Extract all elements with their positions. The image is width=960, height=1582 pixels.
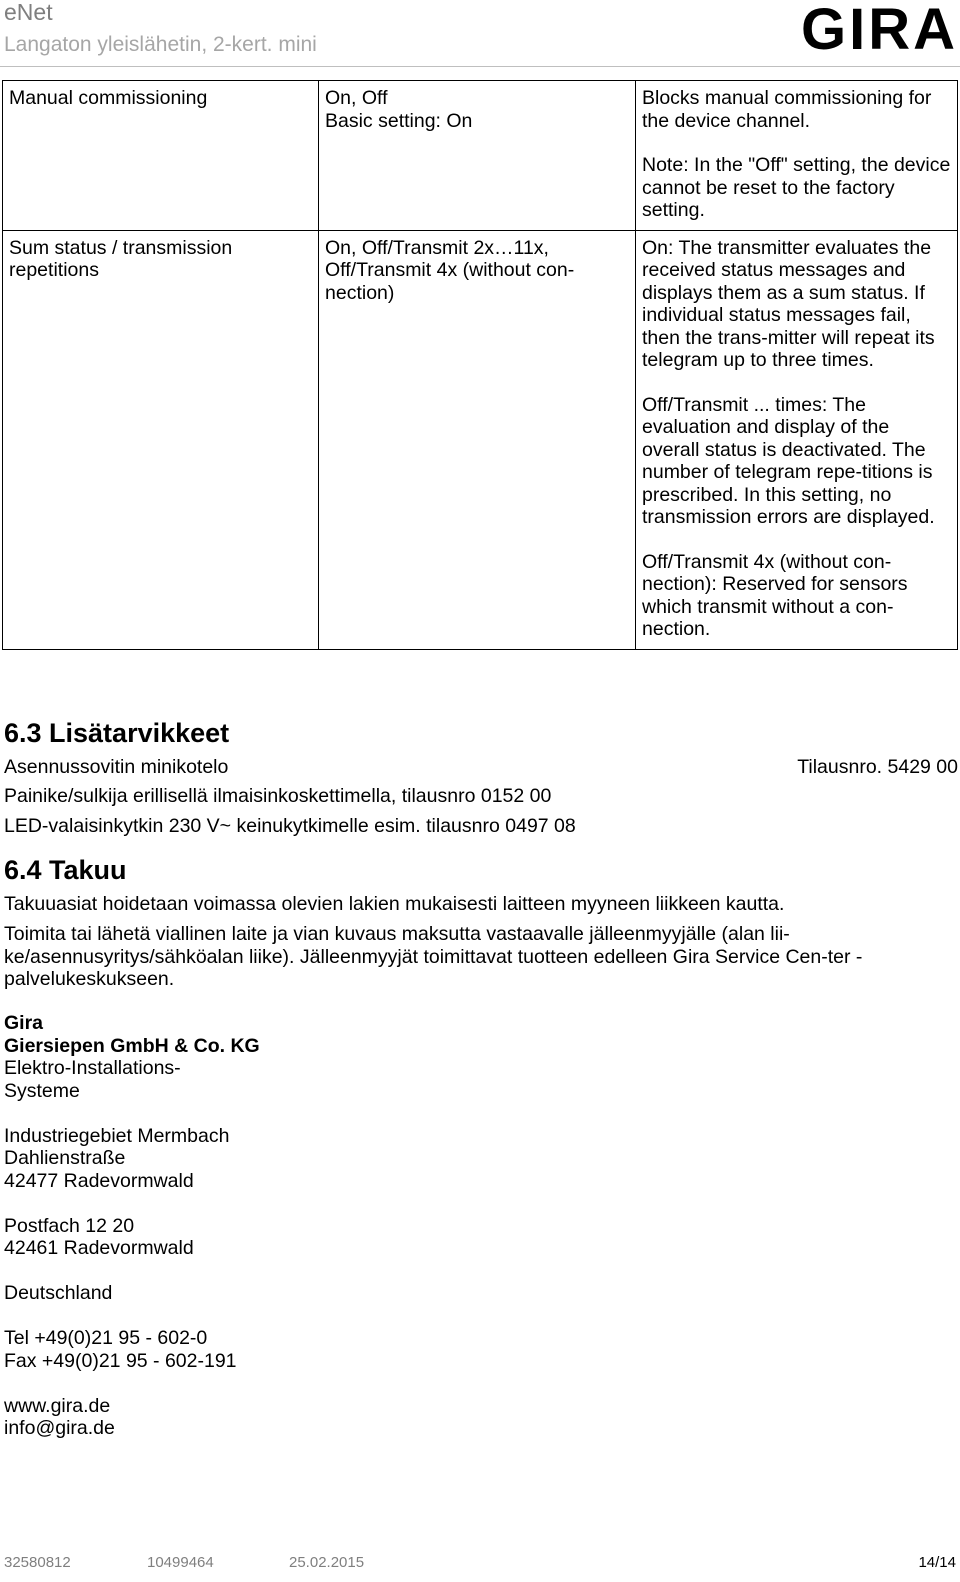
accessory-item: LED-valaisinkytkin 230 V~ keinukytkimelle esim. tilausnro 0497 08: [4, 815, 576, 837]
footer-doc-number: 32580812: [4, 1554, 71, 1571]
accessory-item: Asennussovitin minikotelo: [4, 756, 229, 778]
description-paragraph: On: The transmitter evaluates the received status messages and displays them as a sum status. If individual status messages fail, then the trans-mitter will repeat its telegram up to three times.: [642, 236, 935, 371]
param-description: [636, 81, 958, 231]
param-value: On, Off: [325, 87, 388, 109]
param-name: Sum status / transmission repetitions: [3, 230, 319, 649]
parameter-table: [2, 80, 958, 650]
accessory-order-number: Tilausnro. 5429 00: [797, 756, 958, 778]
warranty-paragraph: Toimita tai lähetä viallinen laite ja vian kuvaus maksutta vastaavalle jälleenmyyjälle (alan lii-ke/asennusyritys/sähköalan liike). Jälleenmyyjät toimittavat tuotteen edelleen Gira Service Cen-ter -palvelukeskukseen.: [4, 923, 863, 990]
gira-logo: GIRA: [801, 0, 958, 62]
accessory-item: Painike/sulkija erillisellä ilmaisinkoskettimella, tilausnro 0152 00: [4, 785, 552, 807]
company-division: Systeme: [4, 1079, 80, 1102]
country: Deutschland: [4, 1282, 113, 1304]
address-line: 42461 Radevormwald: [4, 1237, 194, 1259]
description-paragraph: Blocks manual commissioning for the device channel.: [642, 87, 932, 132]
warranty-paragraph: Takuuasiat hoidetaan voimassa olevien lakien mukaisesti laitteen myyneen liikkeen kautta.: [4, 893, 785, 915]
table-row: [3, 230, 958, 649]
fax: Fax +49(0)21 95 - 602-191: [4, 1349, 237, 1372]
header-divider: [0, 66, 960, 67]
company-name: Gira: [4, 1012, 44, 1034]
po-box: Postfach 12 20: [4, 1214, 135, 1237]
accessories-heading: 6.3 Lisätarvikkeet: [4, 718, 230, 748]
email-link[interactable]: info@gira.de: [4, 1417, 115, 1439]
description-paragraph: Off/Transmit ... times: The evaluation and display of the overall status is deactivated. The number of telegram repe-titions is prescribed. In this setting, no transmission errors are displayed.: [642, 393, 935, 528]
param-value: Basic setting: On: [325, 109, 473, 132]
address-line: 42477 Radevormwald: [4, 1169, 194, 1192]
header-brand: eNet: [4, 0, 53, 25]
company-block: [4, 1012, 260, 1440]
footer-page-number: 14/14: [918, 1554, 956, 1571]
footer-date: 25.02.2015: [289, 1554, 365, 1571]
description-paragraph: Off/Transmit 4x (without con-nection): Reserved for sensors which transmit without a con-nection.: [642, 550, 908, 640]
param-description: [636, 230, 958, 649]
table-row: [3, 81, 958, 231]
address-line: Industriegebiet Mermbach: [4, 1124, 230, 1147]
company-division: Elektro-Installations-: [4, 1057, 181, 1079]
address-line: Dahlienstraße: [4, 1147, 126, 1169]
company-legal-name: Giersiepen GmbH & Co. KG: [4, 1034, 260, 1057]
warranty-heading: 6.4 Takuu: [4, 855, 127, 885]
param-values: [319, 230, 636, 649]
description-paragraph: Note: In the "Off" setting, the device cannot be reset to the factory setting.: [642, 154, 951, 221]
footer-ref-number: 10499464: [147, 1554, 214, 1571]
param-name: Manual commissioning: [3, 81, 319, 231]
telephone: Tel +49(0)21 95 - 602-0: [4, 1327, 208, 1349]
header-subtitle: Langaton yleislähetin, 2-kert. mini: [4, 33, 317, 56]
param-values: [319, 81, 636, 231]
param-value: On, Off/Transmit 2x…11x, Off/Transmit 4x (without con-nection): [325, 236, 575, 304]
website-link[interactable]: www.gira.de: [4, 1394, 111, 1417]
